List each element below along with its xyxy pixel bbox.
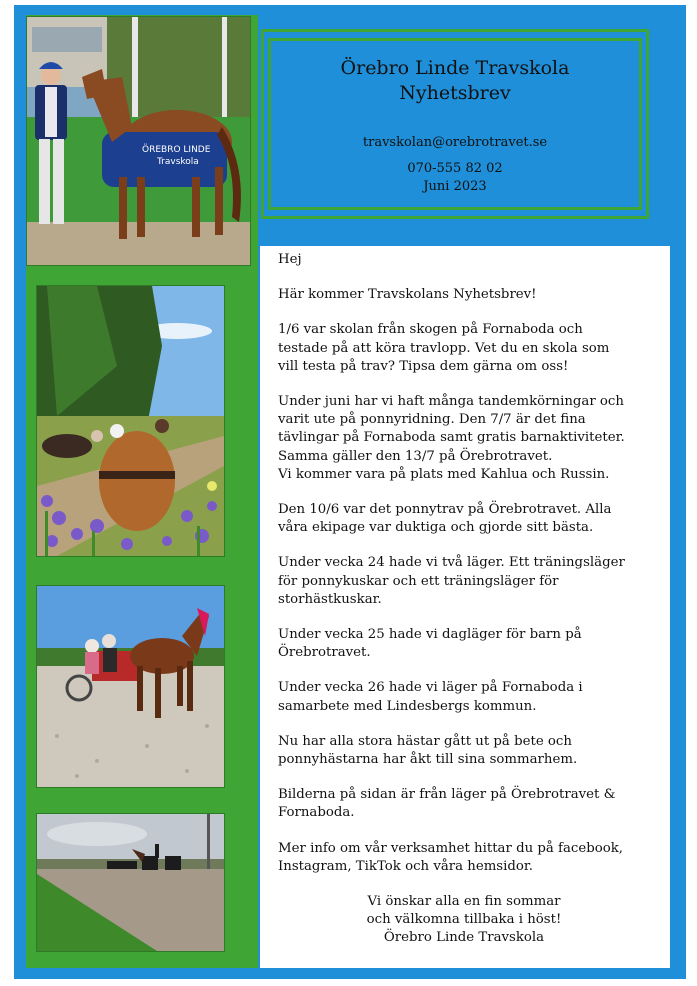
header-box (260, 28, 650, 220)
svg-text:ÖREBRO LINDE: ÖREBRO LINDE (142, 145, 211, 155)
photo-pony-cart (36, 585, 225, 788)
svg-text:Travskola: Travskola (157, 157, 199, 167)
newsletter-body (260, 246, 670, 968)
contact-email: travskolan@orebrotravet.se (362, 135, 548, 150)
greeting: Hej (278, 252, 302, 267)
photo-girl-with-horse (26, 16, 251, 266)
paragraph-week-24: Under vecka 24 hade vi två läger. Ett träningsläger för ponnykuskar och ett träningsläger för storhästkuskar. (278, 555, 625, 607)
newsletter-title: Örebro Linde Travskola Nyhetsbrev (340, 57, 570, 104)
paragraph-ponnytrav: Den 10/6 var det ponnytrav på Örebrotravet. Alla våra ekipage var duktiga och gjorde sitt bästa. (278, 502, 612, 536)
issue-date: Juni 2023 (423, 179, 487, 194)
photo-forest-ride (36, 285, 225, 557)
contact-phone: 070-555 82 02 (407, 161, 503, 176)
body-text (278, 251, 668, 965)
paragraph-week-26: Under vecka 26 hade vi läger på Fornaboda i samarbete med Lindesbergs kommun. (278, 680, 583, 714)
paragraph-june-activities: Under juni har vi haft många tandemkörningar och varit ute på ponnyridning. Den 7/7 är det fina tävlingar på Fornaboda samt gratis barnaktiviteter. Samma gäller den 13/7 på Örebrotravet. Vi kommer vara på plats med Kahlua och Russin. (278, 394, 625, 482)
paragraph-more-info: Mer info om vår verksamhet hittar du på facebook, Instagram, TikTok och våra hemsidor. (278, 840, 624, 874)
paragraph-week-25: Under vecka 25 hade vi dagläger för barn på Örebrotravet. (278, 627, 582, 661)
paragraph-photo-credits: Bilderna på sidan är från läger på Örebrotravet & Fornaboda. (278, 787, 616, 821)
paragraph-summer-pasture: Nu har alla stora hästar gått ut på bete och ponnyhästarna har åkt till sina sommarhem. (278, 733, 578, 768)
paragraph-fornaboda-visit: 1/6 var skolan från skogen på Fornaboda och testade på att köra travlopp. Vet du en skola som vill testa på trav? Tipsa dem gärna om oss! (278, 322, 610, 374)
photo-track-horses (36, 813, 225, 952)
intro-line: Här kommer Travskolans Nyhetsbrev! (278, 287, 537, 303)
closing-signature: Vi önskar alla en fin sommar och välkomna tillbaka i höst! Örebro Linde Travskola (366, 894, 562, 946)
